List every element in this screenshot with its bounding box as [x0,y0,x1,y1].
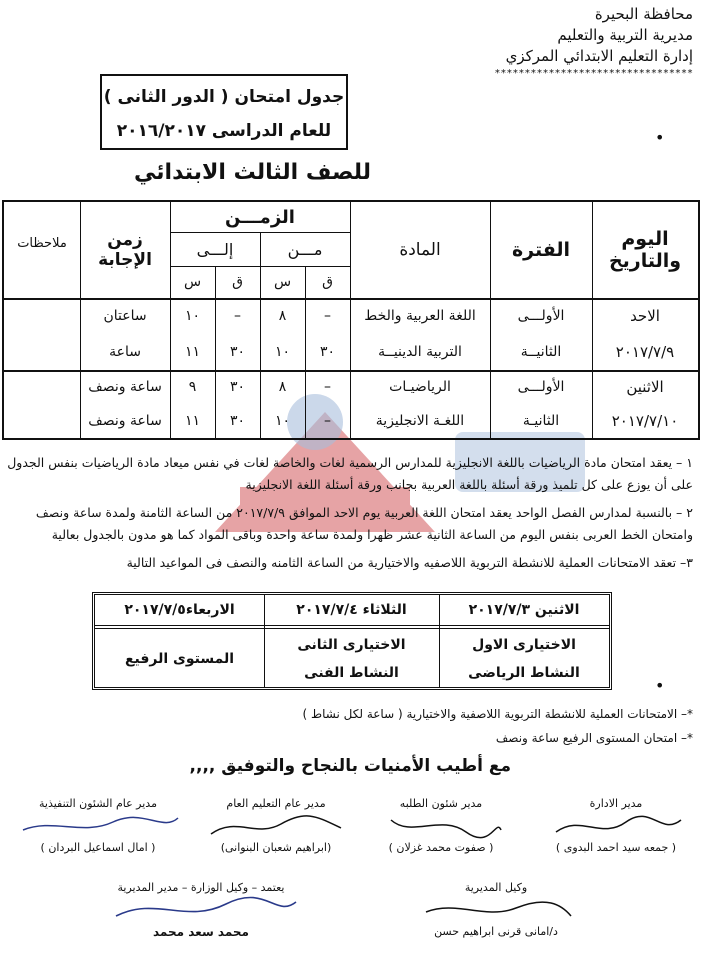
row1-duration1: ساعتان [103,308,147,324]
practical-col1-b: النشاط الرياضى [468,665,580,681]
approval-role: يعتمد – وكيل الوزارة – مدير المديرية [117,881,285,894]
row2-duration2: ساعة ونصف [88,413,162,429]
row2-to-s2: ١١ [184,413,201,429]
signature-name: (ابراهيم شعبان البنوانى) [220,841,332,854]
row1-subject2: التربية الدينيــة [378,344,462,360]
signature-scrawl-icon [371,812,511,840]
header-time: الزمـــن [225,206,295,228]
note-1: ١ – يعقد امتحان مادة الرياضيات باللغة الانجليزية للمدارس الرسمية لغات والخاصة لغات في نفس ميعاد مادة الرياضيات بنفس الجدول على أن يوزع على كل تلميذ ورقة أسئلة باللغة العربية بجانب ورقة أسئلة اللغة الانجليزية [7,455,693,492]
row1-subject1: اللغة العربية والخط [364,308,476,324]
dot-mark: • [655,128,665,147]
row1-from-s1: ٨ [278,308,287,324]
approval-name: محمد سعد محمد [153,925,249,939]
row2-to-s1: ٩ [188,379,197,395]
row1-period1: الأولـــى [517,308,565,324]
practical-col2-b: النشاط الفنى [304,665,399,681]
row2-subject2: اللغـة الانجليزية [375,413,465,429]
row2-to-q1: ٣٠ [229,379,246,395]
signature-block-3 [201,796,351,856]
header-from: مـــن [287,239,323,259]
row1-to-s1: ١٠ [184,308,201,324]
signature-scrawl-icon [541,812,691,840]
row2-from-q1: – [324,379,331,395]
row2-subject1: الرياضيـات [389,379,451,395]
signature-name: ( جمعه سيد احمد البدوى ) [555,841,677,854]
stars-divider: ********************************* [494,68,693,79]
row1-from-q1: – [324,308,331,324]
grade-title: للصف الثالث الابتدائي [134,160,371,185]
header-from-s: س [273,274,292,290]
header-to-s: س [183,274,202,290]
header-duration: زمن الإجابة [98,230,152,270]
deputy-name: د/امانى قرنى ابراهيم حسن [434,925,558,938]
row2-period2: الثانيـة [522,413,560,429]
wish-line: مع أطيب الأمنيات بالنجاح والتوفيق ,,,, [189,756,511,776]
row1-period2: الثانيــة [520,344,562,360]
signature-role: مدير عام الشئون التنفيذية [39,797,157,810]
row2-date: ٢٠١٧/٧/١٠ [611,412,679,430]
row1-from-q2: ٣٠ [319,344,336,360]
dot-mark: • [655,676,665,695]
row2-period1: الأولـــى [517,379,565,395]
extra-note-1: *– الامتحانات العملية للانشطة التربوية اللاصفية والاختيارية ( ساعة لكل نشاط ) [302,707,693,721]
signature-scrawl-icon [411,896,581,924]
row2-from-s1: ٨ [278,379,287,395]
row2-from-s2: ١٠ [274,413,291,429]
signature-role: مدير عام التعليم العام [226,797,326,810]
signature-block-4 [13,796,183,856]
practical-day-2: الثلاثاء ٢٠١٧/٧/٤ [296,602,407,618]
note-3: ٣– تعقد الامتحانات العملية للانشطة التربوية اللاصفيه والاختيارية من الساعة الثامنه والنصف فى المواعيد التالية [126,555,693,570]
practical-col1-a: الاختيارى الاول [472,637,576,653]
title-box [100,74,348,150]
title-line-2: للعام الدراسى ٢٠١٦/٢٠١٧ [116,121,332,141]
row2-day: الاثنين [626,378,664,396]
signature-name: ( صفوت محمد غزلان ) [388,841,494,854]
approval-signature-block [96,880,306,940]
header-subject: المادة [399,240,441,260]
note-2: ٢ – بالنسبة لمدارس الفصل الواحد يعقد امتحان اللغة العربية يوم الاحد الموافق ٢٠١٧/٧/٩ من الساعة الثامنة ولمدة ساعة ونصف وامتحان الخط العربى بنفس اليوم من الساعة الثانية عشر ظهرا ولمدة ساعة واحدة وباقى المواد كما هو مدون بالجدول بعالية [35,505,693,542]
header-day-date: اليوم والتاريخ [608,228,682,272]
title-line-1: جدول امتحان ( الدور الثانى ) [103,87,345,107]
row1-to-q2: ٣٠ [229,344,246,360]
hline [95,628,609,629]
exam-schedule-table [2,200,700,440]
signature-scrawl-icon [13,812,183,840]
practical-col2-a: الاختيارى الثانى [297,637,406,653]
header-from-q: ق [322,274,333,290]
extra-notes [3,702,693,750]
deputy-signature-block [411,880,581,940]
row1-to-q1: – [234,308,241,324]
header-to-q: ق [232,274,243,290]
row1-duration2: ساعة [109,344,141,360]
practical-day-1: الاثنين ٢٠١٧/٧/٣ [468,602,580,618]
extra-note-2: *– امتحان المستوى الرفيع ساعة ونصف [495,731,693,745]
row1-from-s2: ١٠ [274,344,291,360]
practical-day-3: الاربعاء٢٠١٧/٧/٥ [124,602,235,618]
signature-name: ( امال اسماعيل البردان ) [40,841,156,854]
signature-block-2 [371,796,511,856]
deputy-role: وكيل المديرية [464,881,528,894]
practical-col3: المستوى الرفيع [124,651,235,667]
governorate-line: محافظة البحيرة [594,5,693,23]
header-notes: ملاحظات [17,236,67,251]
row1-day: الاحد [630,307,660,325]
signature-scrawl-icon [201,812,351,840]
signature-role: مدير الادارة [589,797,643,810]
practical-exams-table [92,592,612,690]
row1-date: ٢٠١٧/٧/٩ [615,343,675,361]
signature-block-1 [541,796,691,856]
signature-role: مدير شئون الطلبه [399,797,483,810]
document-header [453,4,693,81]
row2-from-q2: – [324,413,331,429]
row1-to-s2: ١١ [184,344,201,360]
header-to: إلـــى [196,239,234,259]
signature-scrawl-icon [96,896,306,924]
header-period: الفترة [511,239,571,261]
administration-line: إدارة التعليم الابتدائي المركزي [505,47,693,65]
row2-duration1: ساعة ونصف [88,379,162,395]
hline [95,625,609,626]
notes-section [3,452,693,580]
row2-to-q2: ٣٠ [229,413,246,429]
directorate-line: مديرية التربية والتعليم [557,26,693,44]
